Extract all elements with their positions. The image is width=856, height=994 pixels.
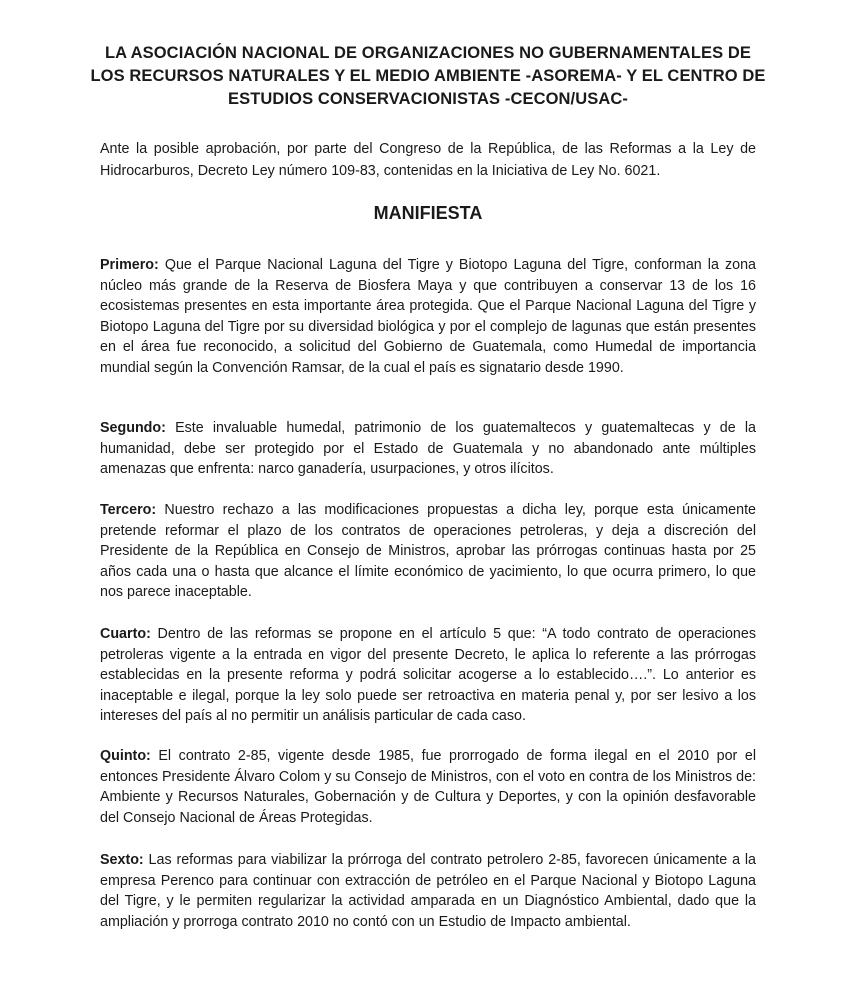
intro-paragraph: Ante la posible aprobación, por parte del Congreso de la República, de las Reformas a la Ley de Hidrocarburos, Decreto Ley número 109-83, contenidas en la Iniciativa de Ley No. 6021.	[100, 141, 756, 179]
paragraph-segundo	[100, 418, 756, 480]
paragraph-cuarto	[100, 624, 756, 727]
paragraph-text: Las reformas para viabilizar la prórroga del contrato petrolero 2-85, favorecen únicamente a la empresa Perenco para continuar con extracción de petróleo en el Parque Nacional y Biotopo Laguna del Tigre, y le permiten regularizar la actividad amparada en un Diagnóstico Ambiental, dado que la ampliación y prorroga contrato 2010 no contó con un Estudio de Impacto ambiental.	[100, 852, 756, 930]
paragraph-label: Quinto:	[100, 748, 151, 764]
paragraph-primero	[100, 255, 756, 379]
paragraph-label: Primero:	[100, 257, 159, 273]
paragraph-text: Nuestro rechazo a las modificaciones propuestas a dicha ley, porque esta únicamente pretende reformar el plazo de los contratos de operaciones petroleras, y deja a discreción del Presidente de la República en Consejo de Ministros, aprobar las prórrogas continuas hasta por 25 años cada una o hasta que alcance el límite económico de yacimiento, lo que ocurra primero, lo que nos parece inaceptable.	[100, 502, 756, 601]
paragraph-text: El contrato 2-85, vigente desde 1985, fue prorrogado de forma ilegal en el 2010 por el entonces Presidente Álvaro Colom y su Consejo de Ministros, con el voto en contra de los Ministros de: Ambiente y Recursos Naturales, Gobernación y de Cultura y Deportes, y con la opinión desfavorable del Consejo Nacional de Áreas Protegidas.	[100, 748, 756, 826]
paragraph-text: Este invaluable humedal, patrimonio de los guatemaltecos y guatemaltecas y de la humanidad, debe ser protegido por el Estado de Guatemala y no abandonado ante múltiples amenazas que enfrenta: narco ganadería, usurpaciones, y otros ilícitos.	[100, 420, 756, 478]
paragraph-tercero	[100, 500, 756, 603]
paragraph-text: Que el Parque Nacional Laguna del Tigre y Biotopo Laguna del Tigre, conforman la zona núcleo más grande de la Reserva de Biosfera Maya y que contribuyen a conservar 13 de los 16 ecosistemas presentes en esta importante área protegida. Que el Parque Nacional Laguna del Tigre y Biotopo Laguna del Tigre por su diversidad biológica y por el complejo de lagunas que están presentes en el área fue reconocido, a solicitud del Gobierno de Guatemala, como Humedal de importancia mundial según la Convención Ramsar, de la cual el país es signatario desde 1990.	[100, 257, 756, 376]
paragraph-label: Sexto:	[100, 852, 144, 868]
paragraph-label: Segundo:	[100, 420, 166, 436]
paragraph-label: Cuarto:	[100, 626, 151, 642]
paragraph-sexto	[100, 850, 756, 932]
document-title: LA ASOCIACIÓN NACIONAL DE ORGANIZACIONES NO GUBERNAMENTALES DE LOS RECURSOS NATURALES Y EL MEDIO AMBIENTE -ASOREMA- Y EL CENTRO DE ESTUDIOS CONSERVACIONISTAS -CECON/USAC-	[90, 44, 766, 108]
paragraph-quinto	[100, 746, 756, 828]
section-heading: MANIFIESTA	[373, 203, 483, 223]
paragraph-label: Tercero:	[100, 502, 157, 518]
paragraph-text: Dentro de las reformas se propone en el artículo 5 que: “A todo contrato de operaciones petroleras vigente a la entrada en vigor del presente Decreto, le aplica lo referente a las prórrogas establecidas en la presente reforma y podrá solicitar acogerse a lo establecido….”. Lo anterior es inaceptable e ilegal, porque la ley solo puede ser retroactiva en materia penal y, por ser lesivo a los intereses del país al no permitir un análisis particular de cada caso.	[100, 626, 756, 725]
